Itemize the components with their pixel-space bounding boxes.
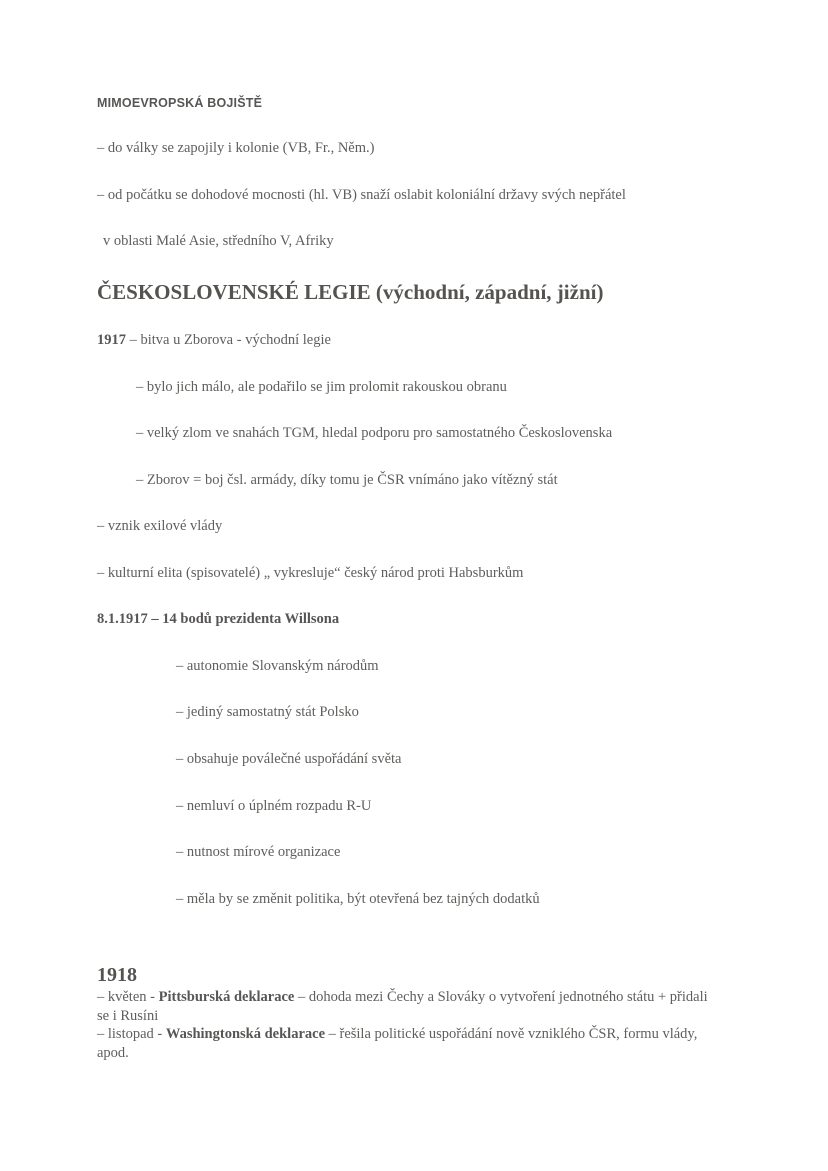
line-washington-declaration bbox=[97, 1025, 711, 1062]
pittsburgh-prefix: – květen - bbox=[97, 989, 159, 1006]
wilson-heading-line bbox=[97, 610, 713, 630]
legie-sub-bullet-1: – bylo jich málo, ale podařilo se jim prolomit rakouskou obranu bbox=[136, 378, 507, 395]
wilson-title: 14 bodů prezidenta Willsona bbox=[162, 611, 340, 628]
heading-ceskoslovenske-legie: ČESKOSLOVENSKÉ LEGIE (východní, západní, jižní) bbox=[97, 279, 604, 304]
spacer bbox=[97, 936, 713, 964]
section-1918 bbox=[97, 964, 711, 1062]
wilson-date-label: 8.1.1917 – bbox=[97, 611, 163, 628]
wilson-bullet-6: – měla by se změnit politika, být otevřená bez tajných dodatků bbox=[176, 890, 540, 907]
pittsburgh-suffix: – dohoda mezi Čechy a Slováky o vytvoření jednotného státu + přidali se i Rusíni bbox=[97, 989, 708, 1024]
legie-year-1917-line bbox=[97, 331, 713, 351]
legie-sub-bullet-3: – Zborov = boj čsl. armády, díky tomu je ČSR vnímáno jako vítězný stát bbox=[136, 471, 558, 488]
legie-line-1: – vznik exilové vlády bbox=[97, 518, 223, 535]
washington-suffix: – řešila politické uspořádání nově vzniklého ČSR, formu vlády, apod. bbox=[97, 1026, 698, 1061]
wilson-bullet-1: – autonomie Slovanským národům bbox=[176, 657, 379, 674]
legie-year-1917-text: – bitva u Zborova - východní legie bbox=[126, 331, 331, 348]
mimoevropska-line-3: v oblasti Malé Asie, středního V, Afriky bbox=[103, 233, 334, 250]
document-content bbox=[97, 96, 713, 1062]
legie-sub-bullet-2: – velký zlom ve snahách TGM, hledal podporu pro samostatného Československa bbox=[136, 425, 613, 442]
wilson-bullet-5: – nutnost mírové organizace bbox=[176, 844, 341, 861]
wilson-bullet-2: – jediný samostatný stát Polsko bbox=[176, 704, 359, 721]
mimoevropska-line-2: – od počátku se dohodové mocnosti (hl. VB) snaží oslabit koloniální državy svých nepřátel bbox=[97, 186, 626, 203]
legie-year-1917-label: 1917 bbox=[97, 331, 126, 348]
wilson-bullet-4: – nemluví o úplném rozpadu R-U bbox=[176, 797, 372, 814]
washington-bold: Washingtonská deklarace bbox=[165, 1026, 325, 1043]
pittsburgh-bold: Pittsburská deklarace bbox=[158, 989, 295, 1006]
wilson-bullet-3: – obsahuje poválečné uspořádání světa bbox=[176, 751, 402, 767]
mimoevropska-line-1: – do války se zapojily i kolonie (VB, Fr., Něm.) bbox=[97, 140, 375, 156]
line-pittsburgh-declaration bbox=[97, 988, 711, 1025]
section-title-mimoevropska: MIMOEVROPSKÁ BOJIŠTĚ bbox=[97, 96, 263, 110]
heading-1918: 1918 bbox=[97, 964, 137, 987]
legie-line-2: – kulturní elita (spisovatelé) „ vykresluje“ český národ proti Habsburkům bbox=[97, 564, 524, 581]
washington-prefix: – listopad - bbox=[97, 1026, 166, 1043]
